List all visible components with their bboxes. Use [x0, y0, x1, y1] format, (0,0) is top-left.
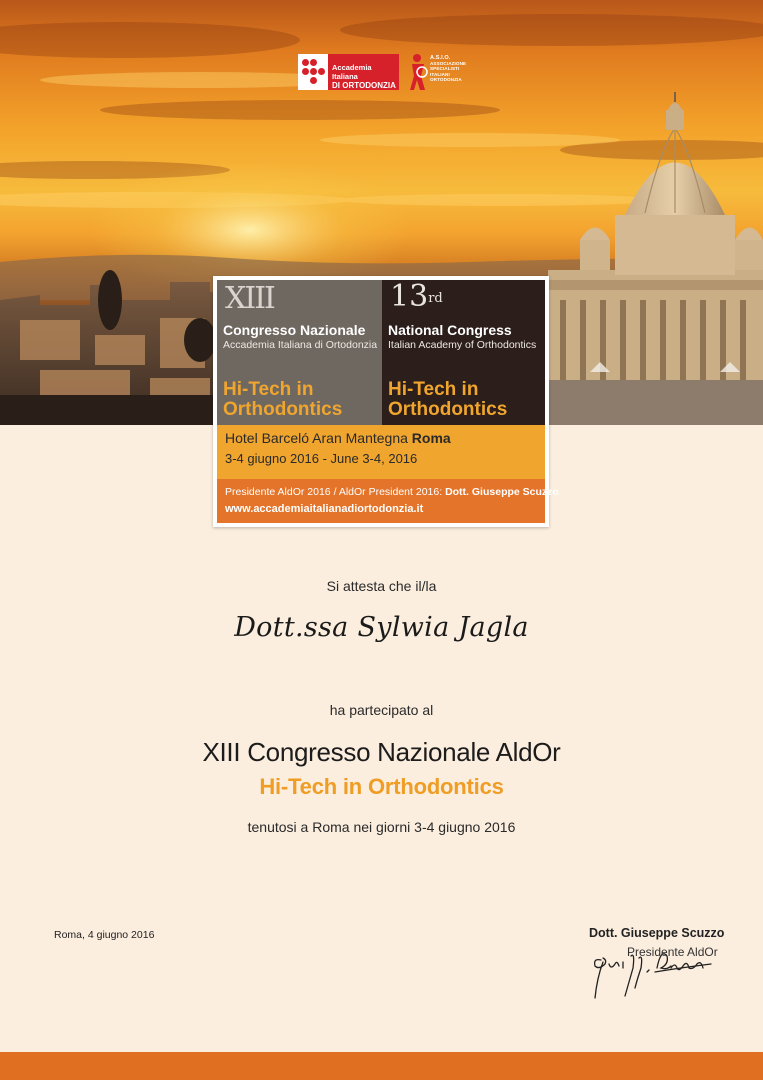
asio-line-1: A.S.I.O. — [430, 55, 451, 61]
asio-line-4: ITALIANI — [430, 71, 450, 77]
card-website-link[interactable]: www.accademiaitalianadiortodonzia.it — [225, 503, 424, 515]
card-english-hitech-line2: Orthodontics — [388, 399, 508, 420]
certificate-attesta: Si attesta che il/la — [326, 578, 437, 594]
card-italian-subheading: Accademia Italiana di Ortodonzia — [223, 339, 378, 351]
card-english-hitech-line1: Hi-Tech in — [388, 379, 479, 400]
congress-info-card — [213, 276, 559, 527]
aido-logo-line2: DI ORTODONZIA — [332, 81, 396, 90]
certificate-held-info: tenutosi a Roma nei giorni 3-4 giugno 2016 — [247, 819, 516, 835]
certificate-partecipato: ha partecipato al — [329, 702, 434, 718]
congress-title: XIII Congresso Nazionale AldOr — [202, 737, 561, 767]
card-ordinal-suffix: rd — [428, 291, 443, 306]
card-english-panel — [382, 280, 545, 425]
asio-line-5: ORTODONZIA — [430, 76, 462, 82]
signer-title: Presidente AldOr — [627, 945, 718, 959]
asio-line-3: SPECIALISTI — [430, 66, 460, 72]
logo-asio — [408, 52, 468, 92]
signer-name: Dott. Giuseppe Scuzzo — [589, 926, 725, 940]
card-president-label: Presidente AldOr 2016 / AldOr President 2016: — [225, 486, 443, 498]
card-roman-numeral: XIII — [225, 281, 274, 316]
aido-logo-mark-icon — [298, 54, 328, 90]
place-and-date: Roma, 4 giugno 2016 — [54, 929, 155, 941]
asio-line-2: ASSOCIAZIONE — [430, 61, 467, 67]
bottom-decorative-bar — [0, 1052, 763, 1080]
card-ordinal-digits: 13 — [390, 279, 429, 314]
asio-figure-icon — [408, 52, 430, 92]
card-venue-name: Hotel Barceló Aran Mantegna — [225, 430, 408, 446]
card-venue-city: Roma — [411, 430, 451, 446]
card-italian-hitech-line2: Orthodontics — [223, 399, 343, 420]
card-italian-heading: Congresso Nazionale — [223, 322, 366, 338]
card-english-subheading: Italian Academy of Orthodontics — [388, 339, 537, 351]
card-footer-block — [217, 479, 559, 523]
card-ordinal-number — [390, 279, 443, 314]
card-president-name: Dott. Giuseppe Scuzzo — [445, 486, 559, 498]
aido-logo-line1: Accademia Italiana — [332, 63, 372, 81]
card-english-heading: National Congress — [388, 322, 512, 338]
recipient-name: Dott.ssa Sylwia Jagla — [234, 612, 529, 643]
card-italian-panel — [217, 280, 382, 425]
card-italian-hitech — [223, 380, 342, 420]
card-english-hitech — [388, 380, 507, 420]
congress-subtitle: Hi-Tech in Orthodontics — [259, 774, 504, 799]
card-italian-hitech-line1: Hi-Tech in — [223, 379, 314, 400]
logo-accademia-italiana-ortodonzia — [298, 54, 399, 90]
card-venue-block — [217, 425, 545, 479]
card-dates: 3-4 giugno 2016 - June 3-4, 2016 — [225, 451, 418, 466]
